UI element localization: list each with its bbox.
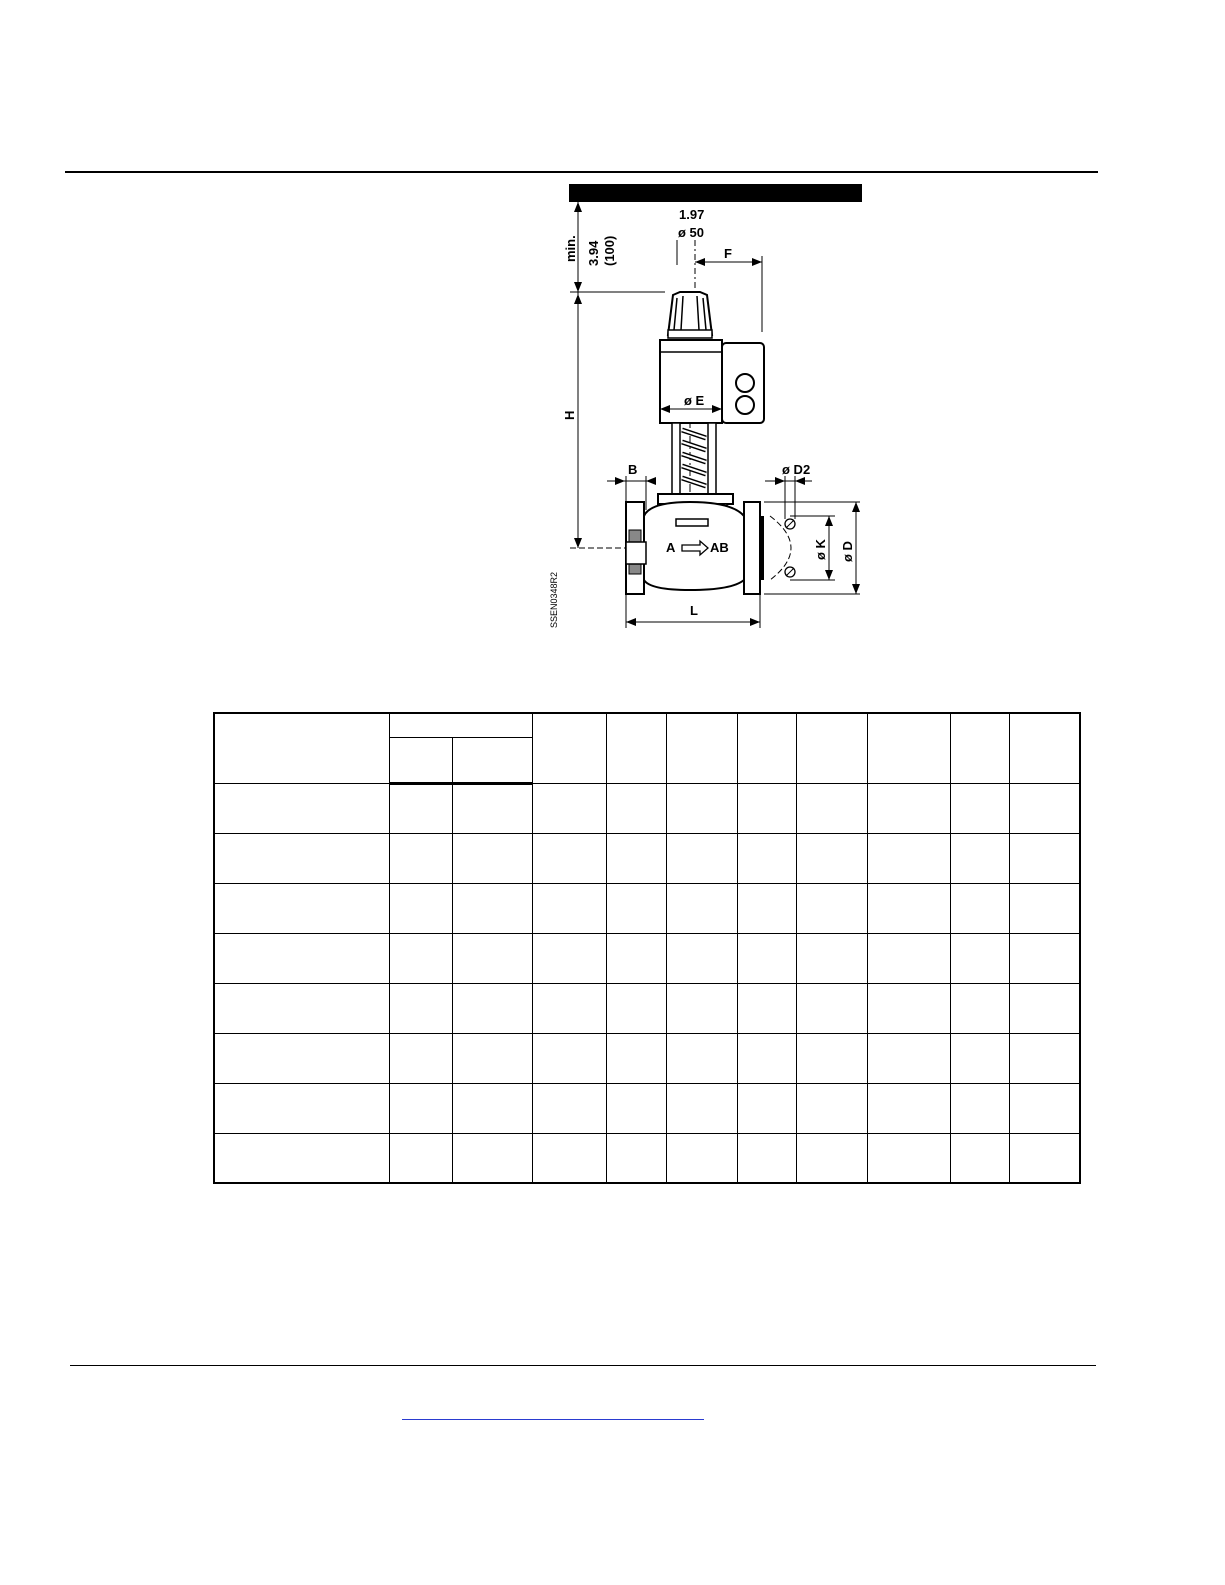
table-cell [214, 933, 389, 983]
table-cell [214, 833, 389, 883]
header-cell [950, 713, 1009, 783]
clearance-bar [569, 184, 862, 202]
table-cell [1009, 783, 1080, 833]
table-cell [666, 1133, 737, 1183]
table-cell [1009, 933, 1080, 983]
table-cell [796, 933, 867, 983]
table-cell [867, 933, 950, 983]
table-cell [452, 1133, 532, 1183]
table-cell [389, 983, 452, 1033]
table-row [214, 783, 1080, 833]
table-cell [532, 1083, 606, 1133]
dim-F-label: F [724, 246, 732, 261]
table-cell [389, 783, 452, 833]
table-cell [950, 1083, 1009, 1133]
table-cell [796, 883, 867, 933]
table-cell [452, 983, 532, 1033]
table-row [214, 1033, 1080, 1083]
dim-min-label: min. [563, 235, 578, 262]
table-cell [666, 933, 737, 983]
footer-rule [70, 1365, 1096, 1366]
header-cell [1009, 713, 1080, 783]
table-cell [214, 1033, 389, 1083]
table-cell [606, 1033, 666, 1083]
table-cell [666, 983, 737, 1033]
dim-phiD-label: ø D [840, 541, 855, 562]
header-cell [737, 713, 796, 783]
flow-AB-label: AB [710, 540, 729, 555]
table-cell [1009, 1083, 1080, 1133]
table-cell [532, 1033, 606, 1083]
dim-394-label: 3.94 [586, 240, 601, 266]
table-cell [867, 1133, 950, 1183]
table-cell [532, 1133, 606, 1183]
header-rule [65, 171, 1098, 173]
table-cell [389, 1133, 452, 1183]
table-cell [950, 783, 1009, 833]
table-cell [796, 783, 867, 833]
table-row [214, 833, 1080, 883]
table-cell [867, 883, 950, 933]
header-cell [666, 713, 737, 783]
dim-197-label: 1.97 [679, 207, 705, 222]
table-cell [606, 1133, 666, 1183]
table-cell [389, 1033, 452, 1083]
table-cell [950, 1033, 1009, 1083]
dimensions-table [213, 712, 1081, 1184]
table-cell [389, 833, 452, 883]
table-cell [1009, 983, 1080, 1033]
footer-link[interactable] [402, 1403, 704, 1420]
table-cell [452, 883, 532, 933]
table-cell [796, 1033, 867, 1083]
table-cell [666, 833, 737, 883]
table-cell [1009, 1133, 1080, 1183]
table-cell [737, 1133, 796, 1183]
flow-A-label: A [666, 540, 676, 555]
table-cell [737, 833, 796, 883]
table-cell [796, 833, 867, 883]
table-cell [214, 783, 389, 833]
table-cell [214, 1083, 389, 1133]
table-cell [606, 883, 666, 933]
table-cell [214, 883, 389, 933]
header-cell [532, 713, 606, 783]
dim-phi50-label: ø 50 [678, 225, 705, 240]
table-cell [452, 1083, 532, 1133]
table-cell [389, 933, 452, 983]
table-cell [950, 1133, 1009, 1183]
table-cell [452, 833, 532, 883]
table-cell [867, 1083, 950, 1133]
table-cell [532, 983, 606, 1033]
table-cell [737, 783, 796, 833]
table-row [214, 1133, 1080, 1183]
table-row [214, 933, 1080, 983]
table-cell [737, 933, 796, 983]
dim-phiE-label: ø E [684, 393, 705, 408]
table-cell [452, 783, 532, 833]
table-cell [214, 1133, 389, 1183]
header-cell [452, 737, 532, 783]
table-cell [867, 1033, 950, 1083]
table-cell [1009, 833, 1080, 883]
header-cell [606, 713, 666, 783]
dim-phiD2-label: ø D2 [782, 462, 811, 477]
table-cell [606, 933, 666, 983]
table-cell [532, 883, 606, 933]
table-cell [666, 1033, 737, 1083]
header-cell [867, 713, 950, 783]
dim-phiK-label: ø K [813, 539, 828, 560]
table-row [214, 883, 1080, 933]
table-cell [950, 833, 1009, 883]
table-cell [452, 933, 532, 983]
dim-100-label: (100) [602, 235, 617, 266]
dim-L-label: L [690, 603, 698, 618]
table-cell [532, 933, 606, 983]
valve-dimension-drawing [540, 180, 880, 635]
table-cell [796, 983, 867, 1033]
table-body [214, 783, 1080, 1183]
header-cell [214, 713, 389, 783]
table-cell [532, 833, 606, 883]
table-cell [737, 1083, 796, 1133]
dim-H-label: H [562, 410, 577, 420]
table-cell [737, 983, 796, 1033]
table-row [214, 1083, 1080, 1133]
table-cell [389, 883, 452, 933]
table-cell [606, 783, 666, 833]
header-cell [796, 713, 867, 783]
table-cell [950, 933, 1009, 983]
table-cell [796, 1133, 867, 1183]
table-cell [666, 783, 737, 833]
table-cell [389, 1083, 452, 1133]
table-cell [737, 883, 796, 933]
table-cell [737, 1033, 796, 1083]
table-cell [950, 983, 1009, 1033]
table-cell [452, 1033, 532, 1083]
table-cell [606, 983, 666, 1033]
table-cell [532, 783, 606, 833]
table-cell [666, 883, 737, 933]
table-cell [796, 1083, 867, 1133]
header-cell [389, 737, 452, 783]
table-cell [606, 1083, 666, 1133]
table-cell [867, 783, 950, 833]
table-cell [867, 833, 950, 883]
table-cell [950, 883, 1009, 933]
header-cell [389, 713, 532, 737]
table-cell [867, 983, 950, 1033]
table-cell [1009, 1033, 1080, 1083]
table-cell [214, 983, 389, 1033]
dim-B-label: B [628, 462, 638, 477]
table-cell [1009, 883, 1080, 933]
table-cell [606, 833, 666, 883]
table-row [214, 983, 1080, 1033]
drawing-code: SSEN0348R2 [549, 571, 559, 628]
table-cell [666, 1083, 737, 1133]
